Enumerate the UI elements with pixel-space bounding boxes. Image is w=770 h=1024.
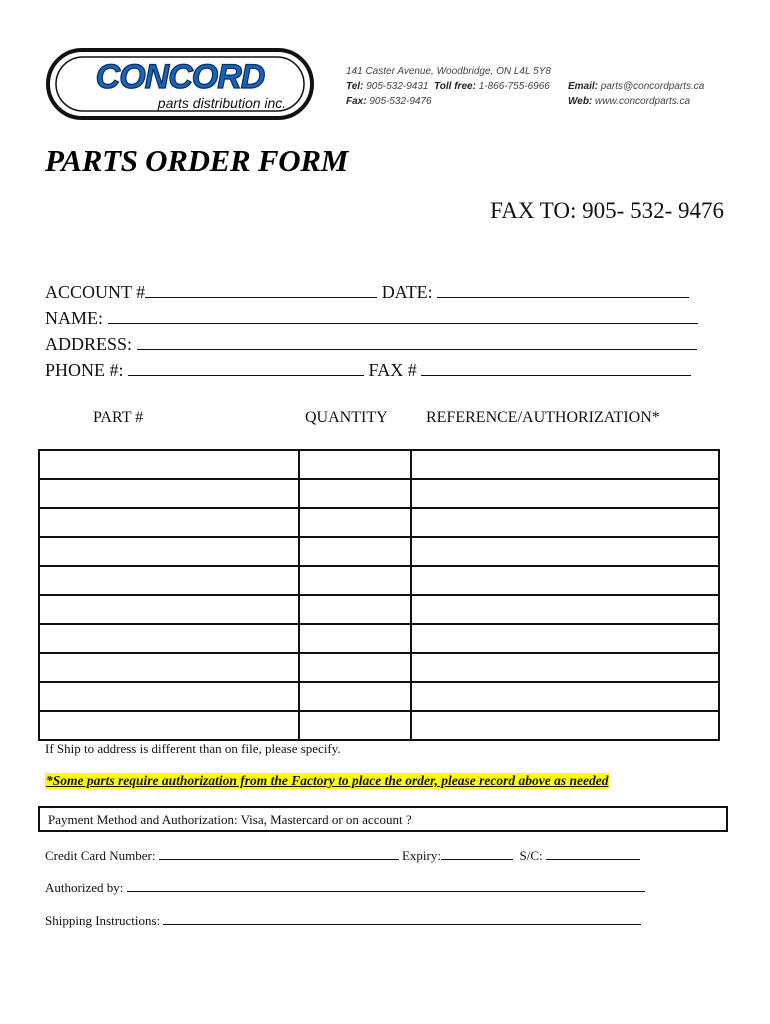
table-row	[39, 682, 719, 711]
credit-card-line: Credit Card Number: Expiry: S/C:	[45, 848, 640, 864]
table-row	[39, 653, 719, 682]
table-row	[39, 595, 719, 624]
authorized-by-line: Authorized by:	[45, 880, 645, 896]
reference-cell[interactable]	[411, 682, 719, 711]
table-row	[39, 566, 719, 595]
quantity-cell[interactable]	[299, 537, 411, 566]
account-date-line: ACCOUNT # DATE:	[45, 282, 689, 303]
col-header-quantity: QUANTITY	[305, 409, 388, 426]
reference-cell[interactable]	[411, 653, 719, 682]
fax-field[interactable]	[421, 362, 691, 376]
part-cell[interactable]	[39, 624, 299, 653]
payment-method-text: Payment Method and Authorization: Visa, Mastercard or on account ?	[48, 812, 412, 827]
date-field[interactable]	[437, 284, 689, 298]
part-cell[interactable]	[39, 682, 299, 711]
phone-line: Tel: 905-532-9431 Toll free: 1-866-755-6966	[346, 81, 550, 92]
reference-cell[interactable]	[411, 479, 719, 508]
shipping-instructions-field[interactable]	[163, 914, 641, 925]
credit-card-field[interactable]	[159, 849, 399, 860]
reference-cell[interactable]	[411, 595, 719, 624]
reference-cell[interactable]	[411, 624, 719, 653]
part-cell[interactable]	[39, 537, 299, 566]
reference-cell[interactable]	[411, 711, 719, 740]
quantity-cell[interactable]	[299, 508, 411, 537]
name-field[interactable]	[108, 310, 698, 324]
part-cell[interactable]	[39, 711, 299, 740]
svg-text:parts distribution inc.: parts distribution inc.	[157, 95, 287, 111]
expiry-field[interactable]	[441, 849, 513, 860]
part-cell[interactable]	[39, 450, 299, 479]
fax-to: FAX TO: 905- 532- 9476	[490, 198, 724, 223]
table-row	[39, 508, 719, 537]
table-row	[39, 624, 719, 653]
name-line: NAME:	[45, 308, 698, 329]
account-field[interactable]	[145, 284, 377, 298]
part-cell[interactable]	[39, 653, 299, 682]
form-title: PARTS ORDER FORM	[45, 143, 348, 178]
quantity-cell[interactable]	[299, 595, 411, 624]
quantity-cell[interactable]	[299, 653, 411, 682]
part-cell[interactable]	[39, 508, 299, 537]
sc-field[interactable]	[546, 849, 640, 860]
shipping-instructions-line: Shipping Instructions:	[45, 913, 641, 929]
table-row	[39, 537, 719, 566]
table-row	[39, 479, 719, 508]
address-line: 141 Caster Avenue, Woodbridge, ON L4L 5Y8	[346, 66, 551, 77]
contact-block-left	[346, 64, 551, 109]
quantity-cell[interactable]	[299, 682, 411, 711]
address-line-field: ADDRESS:	[45, 334, 697, 355]
quantity-cell[interactable]	[299, 479, 411, 508]
quantity-cell[interactable]	[299, 450, 411, 479]
quantity-cell[interactable]	[299, 566, 411, 595]
reference-cell[interactable]	[411, 566, 719, 595]
payment-method-box[interactable]	[38, 806, 728, 832]
web-line: Web: www.concordparts.ca	[568, 96, 691, 107]
phone-field[interactable]	[128, 362, 364, 376]
phone-fax-line: PHONE #: FAX #	[45, 360, 691, 381]
contact-block-right	[568, 79, 704, 109]
reference-cell[interactable]	[411, 508, 719, 537]
part-cell[interactable]	[39, 595, 299, 624]
table-row	[39, 711, 719, 740]
authorized-by-field[interactable]	[127, 881, 645, 892]
email-line: Email: parts@concordparts.ca	[568, 81, 705, 92]
col-header-reference: REFERENCE/AUTHORIZATION*	[426, 409, 660, 426]
col-header-part: PART #	[93, 409, 144, 426]
quantity-cell[interactable]	[299, 624, 411, 653]
ship-note: If Ship to address is different than on file, please specify.	[45, 741, 341, 756]
quantity-cell[interactable]	[299, 711, 411, 740]
address-field[interactable]	[137, 336, 697, 350]
authorization-note: *Some parts require authorization from the Factory to place the order, please record above as needed	[46, 773, 609, 788]
svg-text:CONCORD: CONCORD	[95, 58, 265, 96]
reference-cell[interactable]	[411, 537, 719, 566]
table-row	[39, 450, 719, 479]
parts-table	[38, 449, 720, 741]
reference-cell[interactable]	[411, 450, 719, 479]
concord-logo	[46, 48, 314, 120]
part-cell[interactable]	[39, 479, 299, 508]
part-cell[interactable]	[39, 566, 299, 595]
fax-line: Fax: 905-532-9476	[346, 96, 432, 107]
